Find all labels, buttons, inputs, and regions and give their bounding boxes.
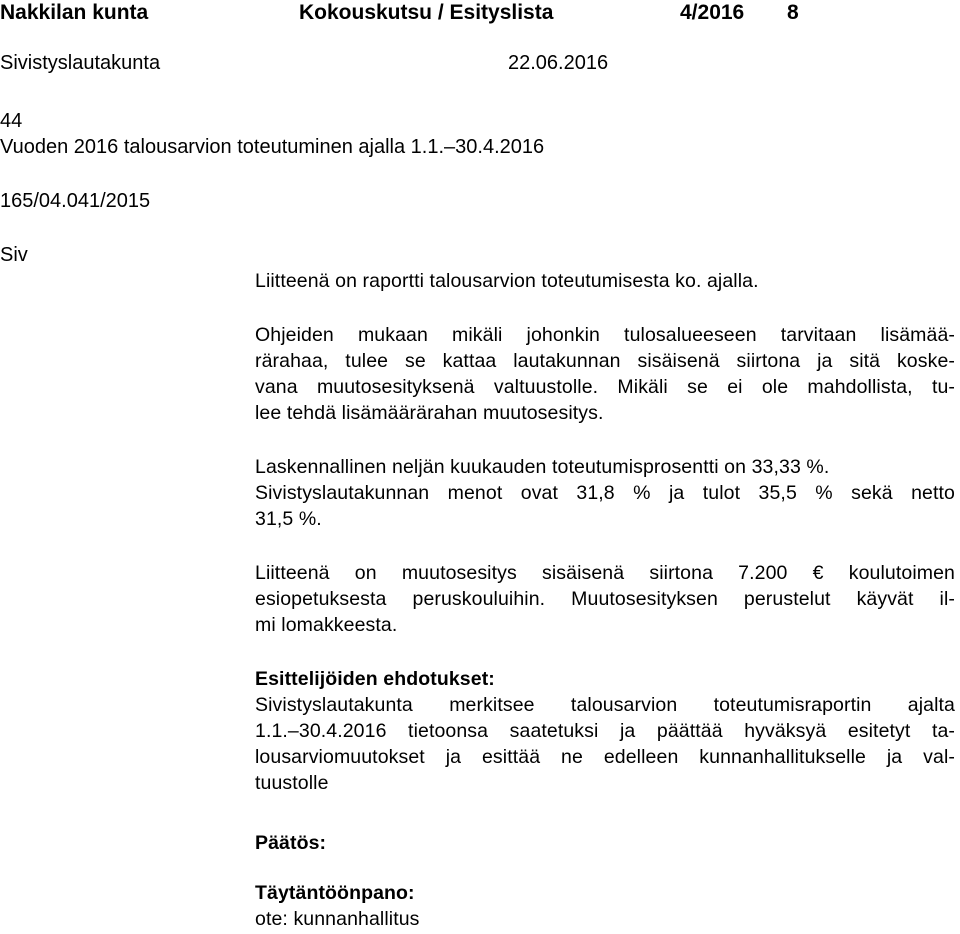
execution-heading: Täytäntöönpano: <box>255 882 415 904</box>
paragraph-line: vana muutosesityksenä valtuustolle. Mikäli se ei ole mahdollista, tu- <box>255 376 955 398</box>
item-title: Vuoden 2016 talousarvion toteutuminen ajalla 1.1.–30.4.2016 <box>0 136 545 158</box>
item-number: 44 <box>0 110 23 132</box>
page-number: 8 <box>787 1 799 24</box>
paragraph-line: rärahaa, tulee se kattaa lautakunnan sisäisenä siirtona ja sitä koske- <box>255 350 955 372</box>
paragraph-line: mi lomakkeesta. <box>255 614 398 636</box>
committee-name: Sivistyslautakunta <box>0 52 161 74</box>
paragraph-line: Liitteenä on muutosesitys sisäisenä siirtona 7.200 € koulutoimen <box>255 562 955 584</box>
paragraph-line: Sivistyslautakunnan menot ovat 31,8 % ja tulot 35,5 % sekä netto <box>255 482 955 504</box>
decision-heading: Päätös: <box>255 832 327 854</box>
paragraph-line: 31,5 %. <box>255 508 322 530</box>
paragraph-line: Laskennallinen neljän kuukauden toteutumisprosentti on 33,33 %. <box>255 456 830 478</box>
document-type: Kokouskutsu / Esityslista <box>299 1 554 24</box>
proposal-line: tuustolle <box>255 772 329 794</box>
meeting-date: 22.06.2016 <box>508 52 609 74</box>
municipality-name: Nakkilan kunta <box>0 1 149 24</box>
execution-recipient: ote: kunnanhallitus <box>255 908 420 930</box>
proposal-line: Sivistyslautakunta merkitsee talousarvion toteutumisraportin ajalta <box>255 694 955 716</box>
paragraph-line: Ohjeiden mukaan mikäli johonkin tulosalueeseen tarvitaan lisämää- <box>255 324 955 346</box>
paragraph-line: esiopetuksesta peruskouluihin. Muutosesityksen perustelut käyvät il- <box>255 588 955 610</box>
proposal-line: lousarviomuutokset ja esittää ne edelleen kunnanhallitukselle ja val- <box>255 746 955 768</box>
item-abbreviation: Siv <box>0 244 28 266</box>
proposal-heading: Esittelijöiden ehdotukset: <box>255 668 495 690</box>
item-reference: 165/04.041/2015 <box>0 190 151 212</box>
meeting-number: 4/2016 <box>680 1 745 24</box>
paragraph-line: lee tehdä lisämäärärahan muutosesitys. <box>255 402 604 424</box>
attachment-note: Liitteenä on raportti talousarvion toteutumisesta ko. ajalla. <box>255 270 759 292</box>
proposal-line: 1.1.–30.4.2016 tietoonsa saatetuksi ja päättää hyväksyä esitetyt ta- <box>255 720 955 742</box>
